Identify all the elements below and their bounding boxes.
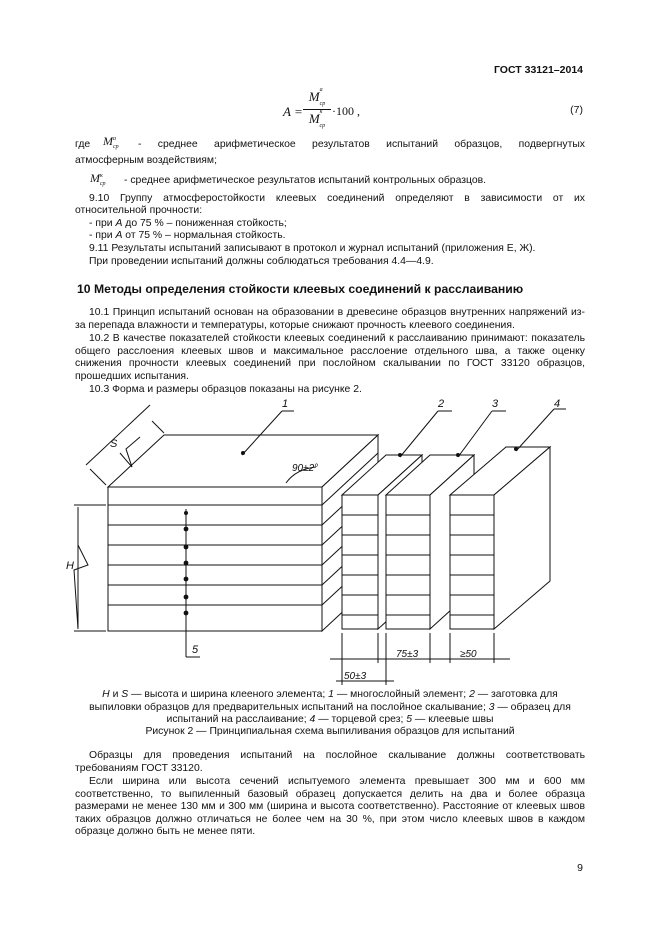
caption-run: 2 [469,689,475,700]
def2-text: - среднее арифметическое результатов испытаний контрольных образцов. [124,175,487,186]
caption-run: — многослойный элемент; [333,689,470,700]
caption-run: 4 [309,714,316,725]
section-10-title: 10 Методы определения стойкости клеевых соединений к расслаиванию [77,282,524,296]
para-9-11-line2: При проведении испытаний должны соблюдаться требования 4.4—4.9. [89,256,434,267]
caption-run: — заготовка для выпиловки образцов для предварительных испытаний на послойное скалывание; [89,689,558,713]
glue-line-dot [184,611,189,616]
def1-text-b: атмосферным воздействиям; [75,155,217,166]
caption-run: 3 [488,701,495,713]
page-number: 9 [577,862,583,874]
para-9-10-item2: - при А от 75 % – нормальная стойкость. [89,230,286,241]
glue-line-dot [184,577,189,582]
label-1: 1 [282,398,289,410]
caption-run: 1 [328,689,334,700]
formula-lhs: A = [283,104,303,119]
formula-number: (7) [570,104,583,116]
glue-line-dot [184,545,189,550]
corner-dot [456,453,460,457]
caption-run: — высота и ширина клееного элемента; [128,689,329,700]
label-2: 2 [438,398,445,410]
para-9-10-line1: 9.10 Группу атмосферостойкости клеевых соединений определяют в зависимости от их [89,193,585,204]
formula-multiplier: ·100 , [332,104,360,118]
figure-title: Рисунок 2 — Принципиальная схема выпиливания образцов для испытаний [145,726,515,737]
caption-run: 5 [406,714,413,725]
document-code: ГОСТ 33121–2014 [493,64,583,76]
caption-run: H [102,689,110,700]
caption-run: — клеевые швы [412,714,494,725]
caption-run: и [109,689,122,700]
formula-numerator: $M^а_{ср}$ [308,86,326,107]
para-10-2: 10.2 В качестве показателей стойкости клеевых соединений к расслаиванию принимают: показатель общего расслоения клеевых швов и максимальное расслоение отдельного шва, а также оценку снижения прочности клеевых соединений при послойном скалывании по ГОСТ 33120 образцов, прошедших испытания. [75,333,585,382]
label-3: 3 [492,398,499,410]
formula-fraction-bar [303,109,331,110]
angle-label: 90±2° [292,463,319,474]
multilayer-element [108,435,378,631]
para-10-3: 10.3 Форма и размеры образцов показаны на рисунке 2. [89,384,362,395]
caption-run: — образец для испытаний на расслаивание; [166,701,571,725]
figure-2-diagram [60,395,570,687]
para-9-10-line2: относительной прочности: [75,205,203,216]
label-4: 4 [554,398,561,410]
def1-text-a: - среднее арифметическое результатов испытаний образцов, подвергнутых [138,139,585,150]
caption-run: — торцевой срез; [315,714,407,725]
para-10-1: 10.1 Принцип испытаний основан на образовании в древесине образцов внутренних напряжений из-за перепада влажности и температуры, которые снижают прочность клеевого соединения. [75,307,585,331]
where-word: где [75,139,91,150]
formula-denominator: $M^к_{ср}$ [308,108,326,129]
def1-symbol: $M^а_{ср}$ [103,134,119,151]
para-9-11-line1: 9.11 Результаты испытаний записывают в протокол и журнал испытаний (приложения Е, Ж). [89,243,536,254]
glue-line-dot [184,595,189,600]
corner-dot [398,453,402,457]
dim-75: 75±3 [396,649,419,660]
para-after-1: Образцы для проведения испытаний на послойное скалывание должны соответствовать требованиям ГОСТ 33120. [75,750,585,774]
label-5: 5 [192,644,199,656]
figure-caption [85,689,575,727]
def2-symbol: $M^к_{ср}$ [90,171,106,188]
dim-s: S [110,438,118,450]
para-after-2: Если ширина или высота сечений испытуемого элемента превышает 300 мм и 600 мм соответственно, то выпиленный базовый образец допускается делить на два и более образца размерами не менее 130 мм и 300 мм (ширина и высота соответственно). Расстояние от клеевых швов таких образцов должно отличаться не более чем на 30 %, при этом число клеевых швов в каждом образце должно быть не менее пяти. [75,776,585,837]
glue-line-dot [184,561,189,566]
dim-50: 50±3 [344,671,367,682]
corner-dot [241,451,245,455]
dim-h: H [66,560,74,572]
para-9-10-item1: - при А до 75 % – пониженная стойкость; [89,218,287,229]
caption-run: S [121,689,129,700]
dim-50-top: ≥50 [460,649,477,660]
glue-line-dot [184,511,188,515]
corner-dot [514,447,518,451]
glue-line-dot [184,527,189,532]
